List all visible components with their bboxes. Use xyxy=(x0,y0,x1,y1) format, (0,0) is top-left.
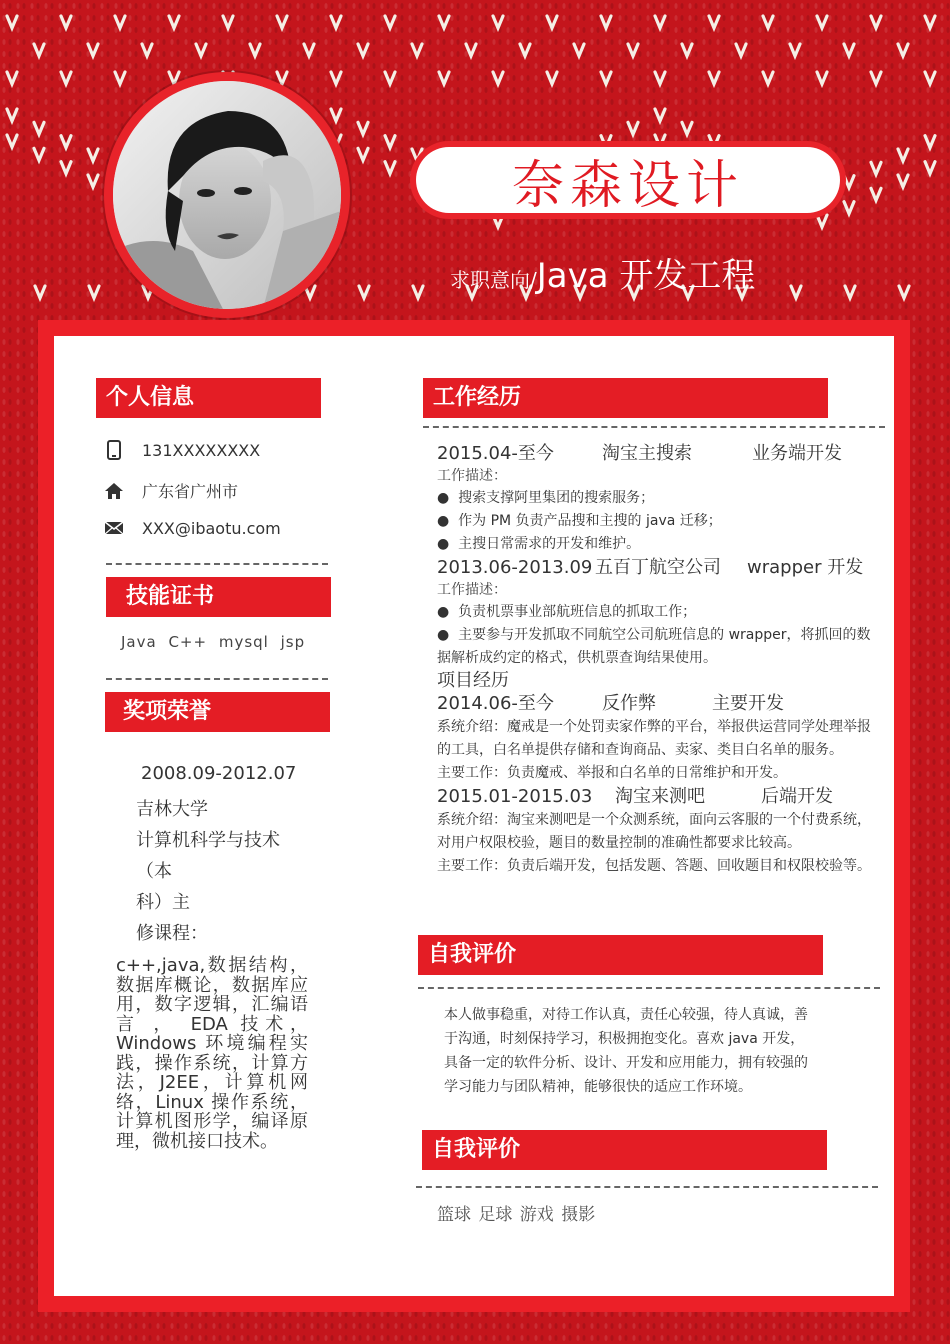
knit-stitch xyxy=(844,202,854,214)
knit-stitch xyxy=(250,44,260,56)
knit-stitch xyxy=(817,16,827,28)
job-intention-label: 求职意向/ xyxy=(450,268,537,292)
knit-stitch xyxy=(115,72,125,84)
address-row xyxy=(104,479,238,502)
divider xyxy=(423,426,885,428)
project-header xyxy=(437,785,877,809)
project-role: 主要开发 xyxy=(712,693,784,714)
knit-stitch xyxy=(547,16,557,28)
divider xyxy=(418,987,880,989)
knit-stitch xyxy=(817,72,827,84)
knit-stitch xyxy=(7,135,17,147)
phone-row xyxy=(104,440,260,460)
knit-stitch xyxy=(7,109,17,121)
knit-stitch xyxy=(34,122,44,134)
profile-photo-frame xyxy=(104,72,350,318)
mail-icon xyxy=(104,518,124,538)
section-skills-header xyxy=(106,577,331,617)
project-duty: 主要工作：负责后端开发，包括发题、答题、回收题目和权限校验等。 xyxy=(437,858,871,874)
knit-stitch xyxy=(763,72,773,84)
divider xyxy=(416,1186,878,1188)
knit-stitch xyxy=(61,16,71,28)
knit-stitch xyxy=(277,16,287,28)
job-header xyxy=(437,556,877,580)
degree-line-1: （本 xyxy=(136,861,172,882)
knit-stitch xyxy=(358,122,368,134)
knit-stitch xyxy=(115,16,125,28)
knit-stitch xyxy=(601,72,611,84)
knit-stitch xyxy=(898,175,908,187)
knit-stitch xyxy=(871,162,881,174)
knit-stitch xyxy=(844,44,854,56)
job-period: 2015.04-至今 xyxy=(437,443,554,464)
knit-stitch xyxy=(142,44,152,56)
knit-stitch xyxy=(628,44,638,56)
knit-stitch xyxy=(88,149,98,161)
job-bullet: ● 搜索支撑阿里集团的搜索服务； xyxy=(437,490,655,506)
knit-stitch xyxy=(466,44,476,56)
knit-stitch xyxy=(493,72,503,84)
job-desc-label: 工作描述： xyxy=(437,582,507,598)
degree-line-2: 科）主 xyxy=(136,892,190,913)
job-bullet: ● 负责机票事业部航班信息的抓取工作； xyxy=(437,604,697,620)
knit-stitch xyxy=(277,72,287,84)
hobbies-list: 篮球 足球 游戏 摄影 xyxy=(437,1205,596,1225)
candidate-name: 奈森设计 xyxy=(416,147,840,213)
knit-stitch xyxy=(790,44,800,56)
knit-stitch xyxy=(413,286,423,298)
self-evaluation-text: 本人做事稳重，对待工作认真，责任心较强，待人真诚，善于沟通，时刻保持学习，积极拥抱变化。喜欢 java 开发，具备一定的软件分析、设计、开发和应用能力，拥有较强的学习能力与团队精神，能够很快的适应工作环境。 xyxy=(444,1007,808,1095)
knit-stitch xyxy=(925,16,935,28)
project-duty: 主要工作：负责魔戒、举报和白名单的日常维护和开发。 xyxy=(437,765,787,781)
knit-stitch xyxy=(547,72,557,84)
knit-stitch xyxy=(34,148,44,160)
knit-stitch xyxy=(898,44,908,56)
section-title: 奖项荣誉 xyxy=(123,699,212,724)
school-name: 吉林大学 xyxy=(136,799,208,820)
knit-stitch xyxy=(871,72,881,84)
project-period: 2015.01-2015.03 xyxy=(437,786,593,807)
section-self-eval-header xyxy=(418,935,823,975)
job-company: 五百丁航空公司 xyxy=(595,557,721,578)
job-intention xyxy=(450,248,755,297)
project-name: 淘宝来测吧 xyxy=(615,786,705,807)
portrait-image xyxy=(113,81,341,309)
knit-stitch xyxy=(709,16,719,28)
knit-stitch xyxy=(385,72,395,84)
knit-stitch xyxy=(88,44,98,56)
project-intro: 系统介绍：淘宝来测吧是一个众测系统，面向云客服的一个付费系统，对用户权限校验，题目的数量控制的准确性都要求比较高。 xyxy=(437,812,871,851)
knit-stitch xyxy=(196,44,206,56)
section-title: 个人信息 xyxy=(106,385,195,410)
knit-stitch xyxy=(61,136,71,148)
work-experience-content xyxy=(437,442,877,924)
knit-stitch xyxy=(385,162,395,174)
divider xyxy=(106,563,328,565)
projects-title: 项目经历 xyxy=(437,670,509,691)
knit-stitch xyxy=(89,286,99,298)
knit-stitch xyxy=(385,16,395,28)
knit-stitch xyxy=(385,136,395,148)
knit-stitch xyxy=(34,44,44,56)
knit-stitch xyxy=(709,72,719,84)
courses-list: c++,java,数据结构，数据库概论，数据库应用，数字逻辑，汇编语言 ， EDA 技术，Windows 环境编程实践，操作系统，计算方法，J2EE，计算机网络，Linux 操作系统，计算机图形学，编译原理，微机接口技术。 xyxy=(116,955,308,1152)
phone-number: 131XXXXXXXX xyxy=(142,440,261,460)
name-banner xyxy=(410,141,846,219)
email-address: XXX@ibaotu.com xyxy=(142,518,281,538)
knit-stitch xyxy=(493,16,503,28)
skills-list: Java C++ mysql jsp xyxy=(121,633,306,651)
profile-photo xyxy=(113,81,341,309)
divider xyxy=(106,678,328,680)
education-period: 2008.09-2012.07 xyxy=(141,763,297,784)
section-title: 自我评价 xyxy=(428,942,517,967)
knit-stitch xyxy=(61,72,71,84)
knit-stitch xyxy=(304,44,314,56)
job-desc-label: 工作描述： xyxy=(437,468,507,484)
knit-stitch xyxy=(845,286,855,298)
knit-stitch xyxy=(331,16,341,28)
knit-stitch xyxy=(574,44,584,56)
knit-stitch xyxy=(763,16,773,28)
knit-stitch xyxy=(35,286,45,298)
knit-stitch xyxy=(655,72,665,84)
job-bullet: ● 主搜日常需求的开发和维护。 xyxy=(437,536,641,552)
knit-stitch xyxy=(331,109,341,121)
knit-stitch xyxy=(871,16,881,28)
knit-stitch xyxy=(331,72,341,84)
project-name: 反作弊 xyxy=(602,693,656,714)
knit-stitch xyxy=(359,286,369,298)
knit-stitch xyxy=(925,162,935,174)
knit-stitch xyxy=(925,72,935,84)
knit-stitch xyxy=(358,148,368,160)
knit-stitch xyxy=(412,44,422,56)
knit-stitch xyxy=(628,122,638,134)
section-title: 技能证书 xyxy=(126,584,215,609)
address: 广东省广州市 xyxy=(142,482,239,501)
knit-stitch xyxy=(736,44,746,56)
job-header xyxy=(437,442,877,466)
knit-stitch xyxy=(7,72,17,84)
knit-stitch xyxy=(925,136,935,148)
knit-stitch xyxy=(439,16,449,28)
knit-stitch xyxy=(899,286,909,298)
project-period: 2014.06-至今 xyxy=(437,693,554,714)
email-row xyxy=(104,518,281,538)
courses-label: 修课程： xyxy=(136,923,208,944)
section-title: 工作经历 xyxy=(433,385,522,410)
job-role: wrapper 开发 xyxy=(747,557,864,578)
knit-stitch xyxy=(223,16,233,28)
project-role: 后端开发 xyxy=(761,786,833,807)
major: 计算机科学与技术 xyxy=(136,830,280,851)
section-personal-info-header xyxy=(96,378,321,418)
home-icon xyxy=(104,481,124,501)
knit-stitch xyxy=(871,188,881,200)
section-work-header xyxy=(423,378,828,418)
knit-stitch xyxy=(655,109,665,121)
job-company: 淘宝主搜索 xyxy=(602,443,692,464)
knit-stitch xyxy=(682,122,692,134)
knit-stitch xyxy=(655,16,665,28)
knit-stitch xyxy=(791,286,801,298)
job-period: 2013.06-2013.09 xyxy=(437,557,593,578)
job-role: 业务端开发 xyxy=(752,443,842,464)
knit-stitch xyxy=(439,72,449,84)
job-title: Java 开发工程 xyxy=(536,256,756,296)
knit-stitch xyxy=(358,44,368,56)
job-bullet: ● 主要参与开发抓取不同航空公司航班信息的 wrapper，将抓回的数据解析成约定的格式，供机票查询结果使用。 xyxy=(437,627,871,666)
section-hobbies-header xyxy=(422,1130,827,1170)
knit-stitch xyxy=(88,175,98,187)
knit-stitch xyxy=(898,149,908,161)
project-header xyxy=(437,692,877,716)
section-title: 自我评价 xyxy=(432,1137,521,1162)
phone-icon xyxy=(104,440,124,460)
project-intro: 系统介绍：魔戒是一个处罚卖家作弊的平台，举报供运营同学处理举报的工具，白名单提供存储和查询商品、卖家、类目白名单的服务。 xyxy=(437,719,871,758)
knit-stitch xyxy=(7,16,17,28)
job-bullet: ● 作为 PM 负责产品搜和主搜的 java 迁移； xyxy=(437,513,722,529)
section-awards-header xyxy=(105,692,330,732)
knit-stitch xyxy=(520,44,530,56)
knit-stitch xyxy=(169,16,179,28)
knit-stitch xyxy=(61,162,71,174)
knit-stitch xyxy=(682,44,692,56)
knit-stitch xyxy=(601,16,611,28)
